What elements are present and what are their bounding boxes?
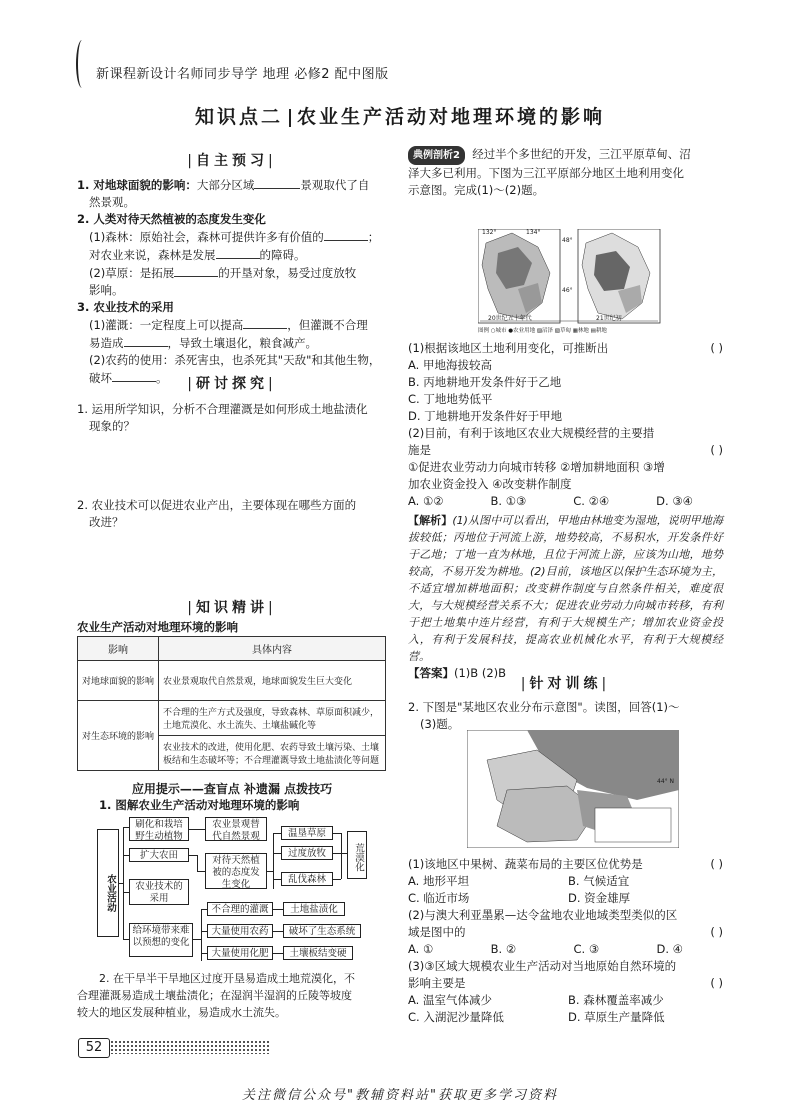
knowledge-table: 影响 具体内容 对地球面貌的影响 农业景观取代自然景观，地球面貌发生巨大变化 对生态环境的影响 不合理的生产方式及强度，导致森林、草原面积减少，土地荒漠化、水土流失、土壤盐碱化等 农业技术的改进，使用化肥、农药导致土壤污染、土壤板结和生态破坏等；不合理灌溉导致土地盐渍化等问题 xyxy=(77,636,386,771)
diagram-node-reclaim: 温垦草原 xyxy=(281,826,333,840)
diagram-node-ecosystem: 破坏了生态系统 xyxy=(283,924,361,938)
analysis-text: (1)从图中可以看出，甲地由林地变为湿地，说明甲地海拔较低；丙地位于河流上游，地势较高，不易积水，开发条件好于乙地；丁地一直为林地，且位于河流上游，应该为山地，地势较高，不易开发为耕地。(2)目前，该地区以保护生态环境为主，不适宜增加耕地面积；改变耕作制度与自然条件相关，难度很大，与大规模经营关系不大；促进农业劳动力向城市转移，有利于把土地集中连片经营，有利于大规模生产；增加农业资金投入，有利于发展科技，提高农业机械化水平，有利于大规模经营。 xyxy=(408,514,723,663)
diagram-node-expand: 扩大农田 xyxy=(129,848,189,862)
diagram-node-salinization: 土地盐渍化 xyxy=(283,902,345,916)
table-title: 农业生产活动对地理环境的影响 xyxy=(77,620,238,634)
header-bracket xyxy=(76,40,88,88)
diagram-node-change: 给环境带来难以预想的变化 xyxy=(129,923,193,957)
tips-sub2: 2. 在干旱半干旱地区过度开垦易造成土地荒漠化，不 合理灌溉易造成土壤盐渍化；在湿润半湿润的丘陵等坡度 较大的地区发展种植业，易造成水土流失。 xyxy=(77,972,355,1019)
map-legend: 图例 ○城市 ●农业用地 ▨沼泽 ▧草甸 ▦林地 ▤耕地 xyxy=(478,328,607,334)
footer-dot-band xyxy=(110,1040,270,1054)
diagram-node-overgraze: 过度放牧 xyxy=(281,846,333,860)
topic-label: 知识点二 xyxy=(194,106,283,128)
map-lat-top: 48° xyxy=(562,237,573,244)
land-use-maps xyxy=(478,229,661,336)
training-questions: (1)该地区中果树、蔬菜布局的主要区位优势是 ( ) A. 地形平坦 B. 气候适宜 C. 临近市场 D. 资金雄厚 (2)与澳大利亚墨累—达令盆地农业地域类型类似的区 域是图中的 ( ) A. ① B. ② C. ③ D. ④ (3)③区域大规模农业生产活动对当地原始自然环境的 影响主要是 ( ) A. 温室气体减少 B. 森林覆盖率减少 C. 入湖泥沙量降低 D. 草原生产量降低 xyxy=(408,857,723,1024)
training-heading: |针对训练| xyxy=(520,676,611,692)
example-section: 典例剖析2 经过半个多世纪的开发，三江平原草甸、沼 泽大多已利用。下图为三江平原部分地区土地利用变化 示意图。完成(1)～(2)题。 xyxy=(408,147,691,197)
explore-q2: 2. 农业技术可以促进农业产出，主要体现在哪些方面的 xyxy=(77,498,357,512)
diagram-node-compaction: 土壤板结变硬 xyxy=(283,946,353,960)
diagram-node-pesticide: 大量使用农药 xyxy=(207,924,273,938)
tips-line: 应用提示——查盲点 补遗漏 点拨技巧 xyxy=(131,782,333,796)
knowledge-heading: |知识精讲| xyxy=(187,600,277,616)
explore-q1: 1. 运用所学知识，分析不合理灌溉是如何形成土地盐渍化 xyxy=(77,402,368,416)
diagram-node-irrigation: 不合理的灌溉 xyxy=(207,902,273,916)
topic-name: 农业生产活动对地理环境的影响 xyxy=(297,106,606,128)
map2-lat: 44° N xyxy=(657,778,675,785)
map-caption-2000s: 21世纪初 xyxy=(596,315,622,322)
tips-sub1: 1. 图解农业生产活动对地理环境的影响 xyxy=(99,798,300,812)
diagram-node-attitude: 对待天然植被的态度发生变化 xyxy=(205,853,267,889)
flow-diagram xyxy=(97,817,387,965)
diagram-node-landscape: 农业景观替代自然景观 xyxy=(205,817,267,841)
running-header: 新课程新设计名师同步导学 地理 必修2 配中图版 xyxy=(96,67,389,82)
explore-heading: |研讨探究| xyxy=(187,376,277,392)
diagram-node-deforest: 乱伐森林 xyxy=(281,872,333,886)
preview-heading: |自主预习| xyxy=(187,153,277,169)
map-lon-left: 132° xyxy=(482,229,497,236)
map-lon-right: 134° xyxy=(526,229,541,236)
answer-text: (1)B (2)B xyxy=(454,666,507,680)
explore-section: |研讨探究| 1. 运用所学知识，分析不合理灌溉是如何形成土地盐渍化 现象的？ 2. 农业技术可以促进农业产出，主要体现在哪些方面的 改进？ xyxy=(77,373,387,531)
preview-section: |自主预习| 1. 对地球面貌的影响：大部分区域 景观取代了自 然景观。 2. 人类对待天然植被的态度发生变化 (1)森林：原始社会，森林可提供许多有价值的 ； 对农业来说，森林是发展 的障碍。 (2)草原：是拓展 的开垦对象，易受过度放牧 影响。 3. 农业技术的采用 (1)灌溉：一定程度上可以提高 ，但灌溉不合理 易造成 ，导致土壤退化，粮食减产。 (2)农药的使用：杀死害虫，也杀死其"天敌"和其他生物， 破坏 。 xyxy=(77,150,387,387)
diagram-node-desert: 荒漠化 xyxy=(347,831,367,879)
title-divider xyxy=(289,109,291,127)
diagram-node-fertilizer: 大量使用化肥 xyxy=(207,946,273,960)
diagram-node-tech: 农业技术的采用 xyxy=(129,879,189,905)
agriculture-map xyxy=(467,730,679,848)
training-section: |针对训练| 2. 下图是"某地区农业分布示意图"。读图，回答(1)～ (3)题。 xyxy=(408,673,723,733)
example-questions: (1)根据该地区土地利用变化，可推断出 ( ) A. 甲地海拔较高 B. 丙地耕地开发条件好于乙地 C. 丁地地势低平 D. 丁地耕地开发条件好于甲地 (2)目前，有利于该地区农业大规模经营的主要措 施是 ( ) ①促进农业劳动力向城市转移 ②增加耕地面积 ③增 加农业资金投入 ④改变耕作制度 A. ①② B. ①③ C. ②④ D. ③④ 【解析】(1)从图中可以看出，甲地由林地变为湿地，说明甲地海拔较低；丙地位于河流上游，地势较高，不易积水，开发条件好于乙地；丁地一直为林地，且位于河流上游，应该为山地，地势较高，不易开发为耕地。(2)目前，该地区以保护生态环境为主，不适宜增加耕地面积；改变耕作制度与自然条件相关，难度很大，与大规模经营关系不大；促进农业劳动力向城市转移，有利于把土地集中连片经营，有利于大规模生产；增加农业资金投入，有利于发展科技，提高农业机械化水平，有利于大规模经营。 【答案】(1)B (2)B xyxy=(408,341,723,680)
footer-note: 关注微信公众号"教辅资料站"获取更多学习资料 xyxy=(242,1088,558,1103)
diagram-node-domesticate: 刷化和栽培野生动植物 xyxy=(129,817,189,841)
knowledge-section xyxy=(77,597,387,771)
map-caption-1950s: 20世纪五十年代 xyxy=(488,315,532,322)
topic-title xyxy=(0,102,800,129)
map-lat-bottom: 46° xyxy=(562,287,573,294)
diagram-root: 农业活动 xyxy=(97,829,119,937)
page-number: 52 xyxy=(78,1038,110,1058)
tips-section xyxy=(77,780,387,814)
example-tag: 典例剖析2 xyxy=(408,146,465,165)
